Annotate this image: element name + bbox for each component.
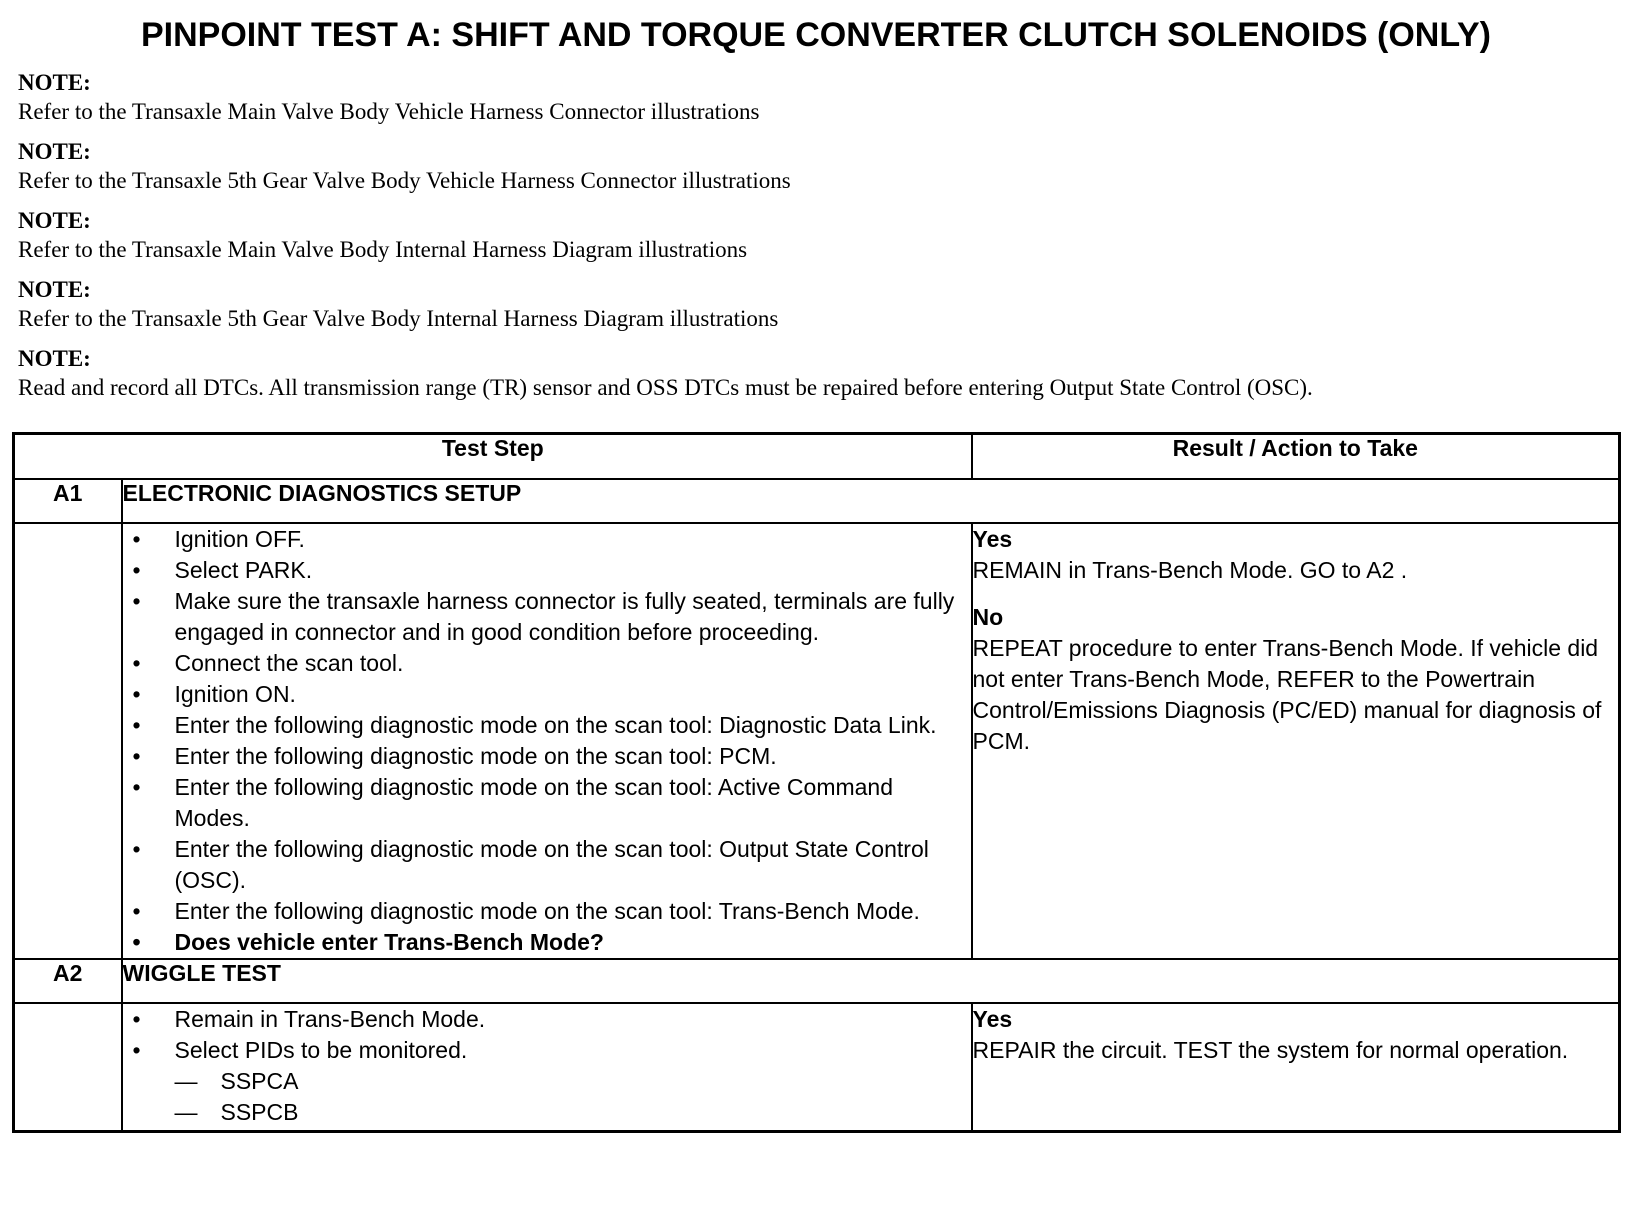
- dash-icon: —: [174, 1099, 198, 1125]
- step-instructions: [122, 523, 972, 959]
- bullet-icon: •: [132, 836, 141, 862]
- list-item: • Select PIDs to be monitored.: [123, 1035, 971, 1066]
- list-item: • Select PARK.: [123, 555, 971, 586]
- step-result: [972, 523, 1620, 959]
- list-item: • Connect the scan tool.: [123, 648, 971, 679]
- note-label: NOTE:: [18, 208, 91, 233]
- table-header-row: [14, 434, 1620, 480]
- bullet-icon: •: [132, 712, 141, 738]
- list-item: • Ignition OFF.: [123, 524, 971, 555]
- list-item: • Ignition ON.: [123, 679, 971, 710]
- step-title: WIGGLE TEST: [122, 959, 1620, 1003]
- result-no-text: REPEAT procedure to enter Trans-Bench Mode. If vehicle did not enter Trans-Bench Mode, REFER to the Powertrain Control/Emissions Diagnosis (PC/ED) manual for diagnosis of PCM.: [972, 635, 1602, 754]
- list-item: • Enter the following diagnostic mode on the scan tool: PCM.: [123, 741, 971, 772]
- bullet-icon: •: [132, 681, 141, 707]
- note-label: NOTE:: [18, 139, 91, 164]
- step-title-row: [14, 479, 1620, 523]
- bullet-icon: •: [132, 1006, 141, 1032]
- dash-icon: —: [174, 1068, 198, 1094]
- note-text: Read and record all DTCs. All transmission range (TR) sensor and OSS DTCs must be repaired before entering Output State Control (OSC).: [18, 375, 1313, 400]
- sub-list-item: — SSPCA: [123, 1066, 971, 1097]
- step-instructions: [122, 1003, 972, 1132]
- result-yes-text: REMAIN in Trans-Bench Mode. GO to A2 .: [972, 557, 1408, 583]
- bullet-icon: •: [132, 588, 141, 614]
- list-item: • Make sure the transaxle harness connector is fully seated, terminals are fully engaged in connector and in good condition before proceeding.: [132, 588, 955, 645]
- step-result: [972, 1003, 1620, 1132]
- note: [18, 344, 1608, 402]
- step-id-spacer: [14, 523, 122, 959]
- list-item: • Enter the following diagnostic mode on the scan tool: Trans-Bench Mode.: [123, 896, 971, 927]
- result-yes-label: Yes: [972, 526, 1013, 552]
- step-body-row: [14, 1003, 1620, 1132]
- bullet-icon: •: [132, 743, 141, 769]
- bullet-icon: •: [132, 557, 141, 583]
- pinpoint-test-table: [12, 432, 1621, 1133]
- step-title-row: [14, 959, 1620, 1003]
- note-text: Refer to the Transaxle 5th Gear Valve Body Vehicle Harness Connector illustrations: [18, 168, 791, 193]
- bullet-icon: •: [132, 898, 141, 924]
- bullet-icon: •: [132, 526, 141, 552]
- result-yes-text: REPAIR the circuit. TEST the system for normal operation.: [972, 1037, 1569, 1063]
- note-text: Refer to the Transaxle Main Valve Body Internal Harness Diagram illustrations: [18, 237, 748, 262]
- note-text: Refer to the Transaxle 5th Gear Valve Body Internal Harness Diagram illustrations: [18, 306, 779, 331]
- list-item: • Remain in Trans-Bench Mode.: [123, 1004, 971, 1035]
- step-id-spacer: [14, 1003, 122, 1132]
- notes-section: [18, 68, 1608, 413]
- step-id: A1: [14, 479, 122, 523]
- result-no-label: No: [972, 604, 1004, 630]
- list-item: • Enter the following diagnostic mode on the scan tool: Active Command Modes.: [132, 774, 894, 831]
- bullet-icon: •: [132, 929, 141, 955]
- step-question: • Does vehicle enter Trans-Bench Mode?: [123, 927, 971, 958]
- note-label: NOTE:: [18, 346, 91, 371]
- step-body-row: [14, 523, 1620, 959]
- note: [18, 68, 1608, 126]
- note: [18, 275, 1608, 333]
- list-item: • Enter the following diagnostic mode on the scan tool: Diagnostic Data Link.: [123, 710, 971, 741]
- page-title: PINPOINT TEST A: SHIFT AND TORQUE CONVERTER CLUTCH SOLENOIDS (ONLY): [141, 16, 1491, 54]
- bullet-icon: •: [132, 774, 141, 800]
- note-label: NOTE:: [18, 70, 91, 95]
- bullet-icon: •: [132, 1037, 141, 1063]
- result-yes-label: Yes: [972, 1006, 1013, 1032]
- note-label: NOTE:: [18, 277, 91, 302]
- bullet-icon: •: [132, 650, 141, 676]
- note: [18, 137, 1608, 195]
- sub-list-item: — SSPCB: [123, 1097, 971, 1128]
- step-title: ELECTRONIC DIAGNOSTICS SETUP: [122, 479, 1620, 523]
- header-test-step: Test Step: [14, 434, 972, 480]
- note: [18, 206, 1608, 264]
- step-id: A2: [14, 959, 122, 1003]
- list-item: • Enter the following diagnostic mode on the scan tool: Output State Control (OSC).: [132, 836, 929, 893]
- note-text: Refer to the Transaxle Main Valve Body Vehicle Harness Connector illustrations: [18, 99, 760, 124]
- header-result-action: Result / Action to Take: [972, 434, 1620, 480]
